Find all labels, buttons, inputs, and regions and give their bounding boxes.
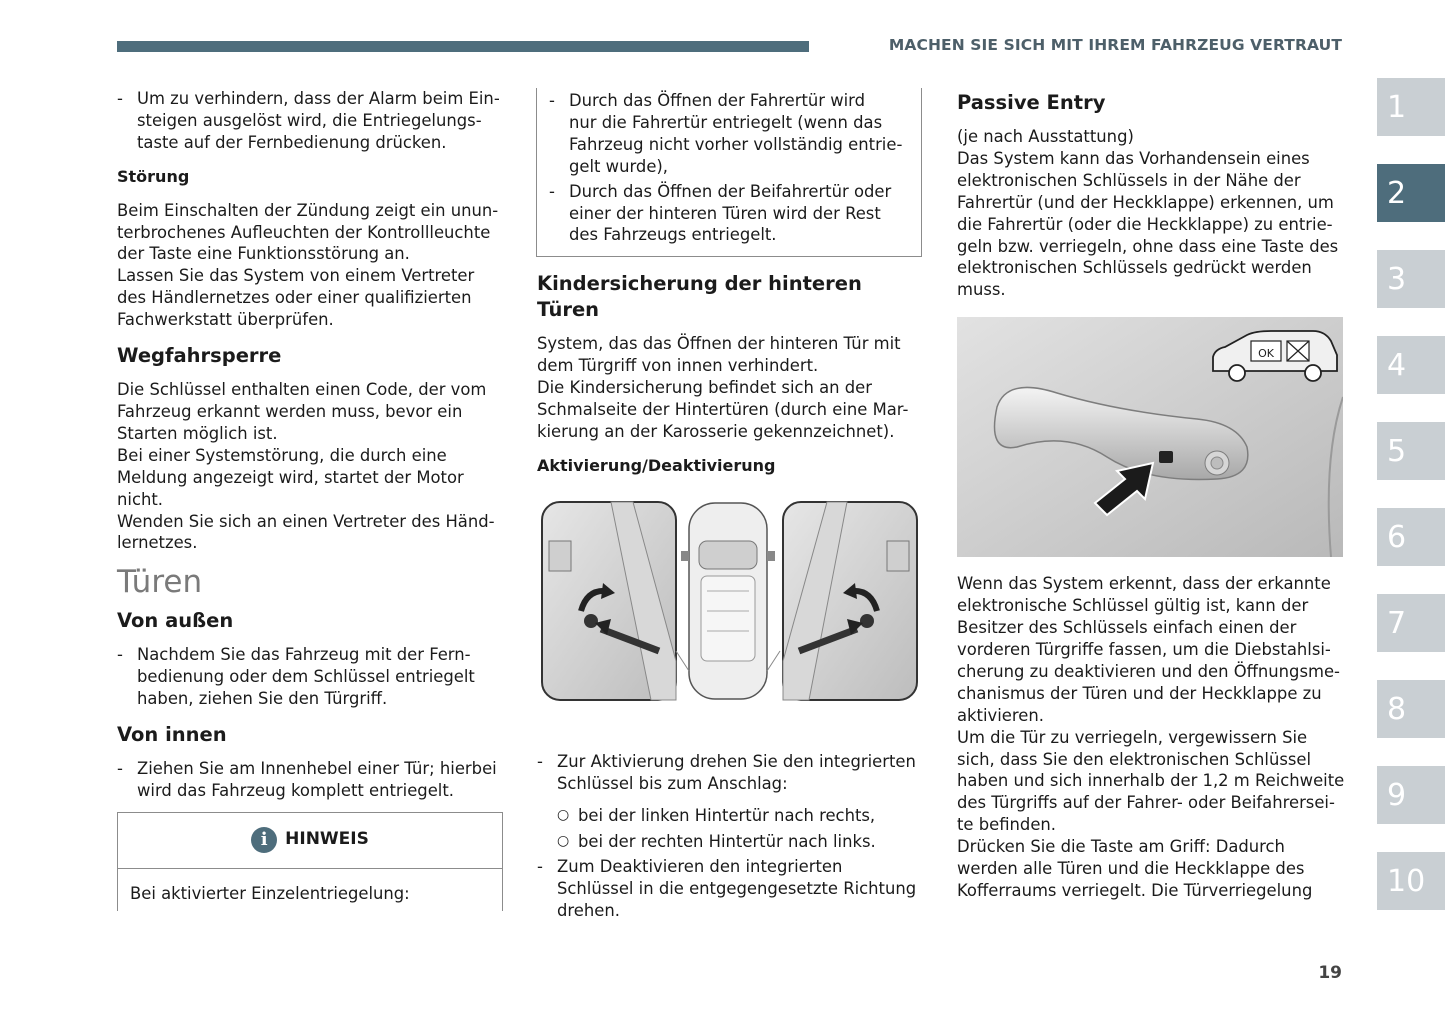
- text-passive-entry: (je nach Ausstattung) Das System kann das Vorhandensein eines elektronischen Schlüssels in der Nähe der Fahrertür (und der Heckklappe) erkennen, um die Fahrertür (oder die Heckklappe) zu entrie- geln bzw. verriegeln, ohne dass eine Taste des elektronischen Schlüssels gedrückt werden muss.: [957, 127, 1339, 300]
- text-passive-entry-details: Wenn das System erkennt, dass der erkannte elektronische Schlüssel gültig ist, kann der Besitzer des Schlüssels einfach einen der vorderen Türgriffe fassen, um die Diebstahlsi- cherung zu deaktivieren und den Öffnungsme- chanismus der Türen und der Heckklappe zu aktivieren. Um die Tür zu verriegeln, vergewissern Sie sich, dass Sie den elektronischen Schlüssel haben und sich innerhalb der 1,2 m Reichweite des Türgriffs auf der Fahrer- oder Beifahrersei- te befinden. Drücken Sie die Taste am Griff: Dadurch werden alle Türen und die Heckklappe des Kofferraums verriegelt. Die Türverriegelung: [957, 574, 1345, 900]
- text-stoerung: Beim Einschalten der Zündung zeigt ein unun- terbrochenes Aufleuchten der Kontrollleuchte der Taste eine Funktionsstörung an. Lassen Sie das System von einem Vertreter des Händlernetzes oder einer qualifizierten Fachwerkstatt überprüfen.: [117, 200, 499, 330]
- bullet-beifahrertuer: - Durch das Öffnen der Beifahrertür oder einer der hinteren Türen wird der Rest des Fahrzeugs entriegelt.: [549, 181, 909, 247]
- column-right: [957, 88, 1349, 902]
- text-kindersicherung: System, das das Öffnen der hinteren Tür mit dem Türgriff von innen verhindert. Die Kindersicherung befindet sich an der Schmalseite der Hintertüren (durch eine Mar- kierung an der Karosserie gekennzeichnet).: [537, 334, 909, 441]
- bullet-aktivierung: - Zur Aktivierung drehen Sie den integrierten Schlüssel bis zum Anschlag:: [537, 751, 927, 795]
- sub-bullet-links: ○ bei der linken Hintertür nach rechts,: [537, 805, 927, 827]
- info-icon: i: [251, 827, 277, 853]
- heading-wegfahrsperre: Wegfahrsperre: [117, 344, 282, 368]
- chapter-tab-6[interactable]: 6: [1377, 508, 1445, 566]
- bullet-von-innen: - Ziehen Sie am Innenhebel einer Tür; hierbei wird das Fahrzeug komplett entriegelt.: [117, 758, 509, 802]
- hinweis-box: [117, 812, 503, 911]
- header-bar: [117, 41, 809, 52]
- text-wegfahrsperre: Die Schlüssel enthalten einen Code, der vom Fahrzeug erkannt werden muss, bevor ein Starten möglich ist. Bei einer Systemstörung, die durch eine Meldung angezeigt wird, startet der Motor nicht. Wenden Sie sich an einen Vertreter des Händ- lernetzes.: [117, 380, 495, 553]
- ok-label: OK: [1258, 347, 1274, 361]
- hinweis-header: [118, 813, 502, 869]
- hinweis-label: HINWEIS: [285, 829, 369, 850]
- chapter-tab-10[interactable]: 10: [1377, 852, 1445, 910]
- column-left: [117, 88, 509, 911]
- chapter-tab-4[interactable]: 4: [1377, 336, 1445, 394]
- child-lock-illustration: [541, 501, 921, 711]
- heading-stoerung: Störung: [117, 166, 190, 186]
- heading-von-aussen: Von außen: [117, 609, 234, 633]
- chapter-tab-2[interactable]: 2: [1377, 164, 1445, 222]
- door-handle-illustration: [957, 317, 1343, 557]
- chapter-tab-5[interactable]: 5: [1377, 422, 1445, 480]
- hinweis-box-continued: [536, 88, 922, 257]
- heading-kindersicherung: Kindersicherung der hinteren Türen: [537, 272, 862, 322]
- chapter-tab-1[interactable]: 1: [1377, 78, 1445, 136]
- heading-aktivierung: Aktivierung/Deaktivierung: [537, 455, 776, 475]
- bullet-deaktivierung: - Zum Deaktivieren den integrierten Schlüssel in die entgegengesetzte Richtung drehen.: [537, 856, 927, 922]
- hinweis-body: Bei aktivierter Einzelentriegelung:: [130, 883, 410, 903]
- heading-passive-entry: Passive Entry: [957, 91, 1106, 114]
- heading-tueren: Türen: [117, 564, 203, 601]
- bullet-von-aussen: - Nachdem Sie das Fahrzeug mit der Fern- bedienung oder dem Schlüssel entriegelt haben, ziehen Sie den Türgriff.: [117, 644, 509, 710]
- bullet-fahrertuer: - Durch das Öffnen der Fahrertür wird nur die Fahrertür entriegelt (wenn das Fahrzeug nicht vorher vollständig entrie- gelt wurde),: [549, 90, 909, 178]
- chapter-header-title: MACHEN SIE SICH MIT IHREM FAHRZEUG VERTRAUT: [888, 36, 1342, 54]
- page-number: 19: [1318, 963, 1342, 983]
- sub-bullet-rechts: ○ bei der rechten Hintertür nach links.: [537, 831, 927, 853]
- chapter-tab-3[interactable]: 3: [1377, 250, 1445, 308]
- column-middle: [537, 88, 927, 922]
- bullet-alarm: - Um zu verhindern, dass der Alarm beim Ein- steigen ausgelöst wird, die Entriegelungs- taste auf der Fernbedienung drücken.: [117, 88, 509, 154]
- chapter-tab-7[interactable]: 7: [1377, 594, 1445, 652]
- chapter-tab-8[interactable]: 8: [1377, 680, 1445, 738]
- heading-von-innen: Von innen: [117, 723, 227, 747]
- chapter-tab-9[interactable]: 9: [1377, 766, 1445, 824]
